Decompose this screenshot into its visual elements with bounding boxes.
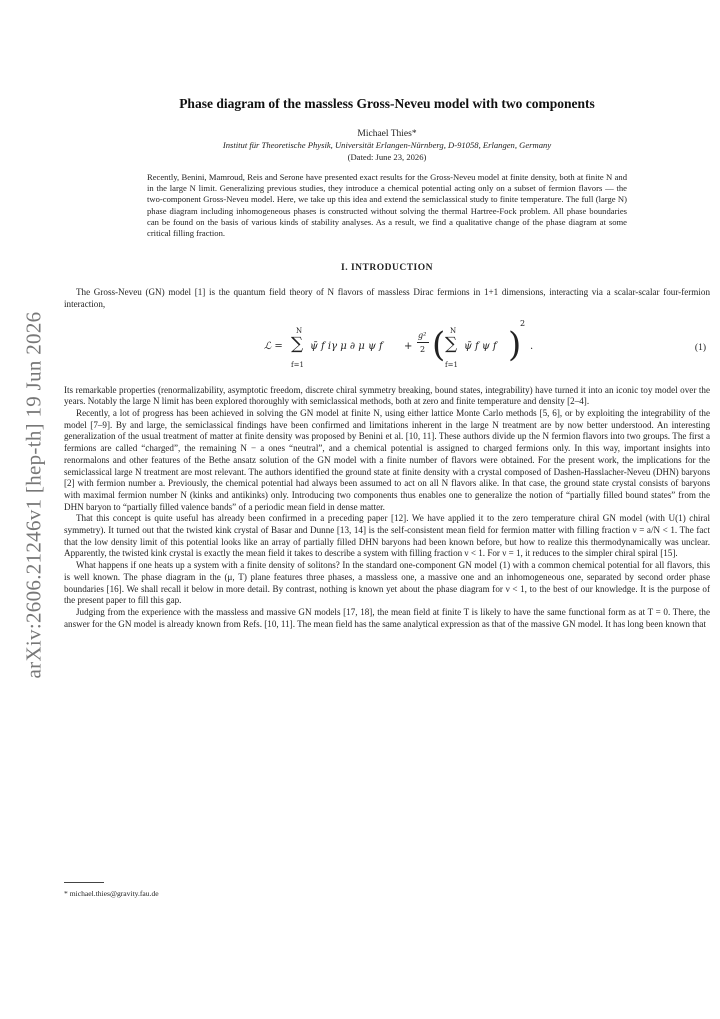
eq-paren-right: ): [508, 324, 522, 365]
intro-paragraph-4: That this concept is quite useful has already been confirmed in a preceding paper [12]. We have applied it to the zero temperature chiral GN model (with U(1) chiral symmetry). It turned out that the twisted kink crystal of Basar and Dunne [13, 14] is the self-consistent mean field for fermion matter with filling fraction ν = a/N < 1. The fact that the low density limit of this potential looks like an array of partially filled DHN baryons had been known before, but how to realize this thermodynamically was unclear. Apparently, the twisted kink crystal is exactly the mean field it takes to describe a system with filling fraction ν < 1. For ν = 1, it reduces to the simpler chiral spiral [15].: [64, 513, 710, 559]
paper-date: (Dated: June 23, 2026): [347, 152, 427, 162]
intro-paragraph-5: What happens if one heats up a system with a finite density of solitons? In the standard one-component GN model (1) with a common chemical potential for all flavors, this is well known. The phase diagram in the (μ, T) plane features three phases, a massless one, a massive one and an inhomogeneous one, separated by second order phase boundaries [16]. We shall recall it below in more detail. By contrast, nothing is known yet about the phase diagram for ν < 1, to the best of our knowledge. It is the purpose of the present paper to fill this gap.: [64, 560, 710, 606]
eq-sum2-symbol: ∑: [445, 333, 458, 354]
eq-period: .: [530, 340, 534, 352]
eq-plus: +: [404, 340, 413, 352]
intro-paragraph-1: The Gross-Neveu (GN) model [1] is the quantum field theory of N flavors of massless Dirac fermions in 1+1 dimensions, interacting via a scalar-scalar four-fermion interaction,: [64, 287, 710, 309]
intro-paragraph-6: Judging from the experience with the massless and massive GN models [17, 18], the mean field at finite T is likely to have the same functional form as at T = 0. There, the answer for the GN model is already known from Refs. [10, 11]. The mean field has the same analytical expression as that of the massive GN model. It has long been known that: [64, 606, 710, 629]
paper-title: Phase diagram of the massless Gross-Neveu model with two components: [179, 96, 595, 111]
footnote-rule: [64, 882, 104, 883]
arxiv-sidebar: [14, 295, 54, 695]
eq-kinetic-term: ψ̄ f iγ μ ∂ μ ψ f: [310, 340, 383, 352]
author-affiliation: Institut für Theoretische Physik, Universität Erlangen-Nürnberg, D-91058, Erlangen, Germany: [222, 140, 552, 150]
eq-sum1-bottom: f=1: [291, 360, 304, 369]
author-name: Michael Thies*: [357, 129, 417, 139]
eq-sum1-top: N: [296, 326, 303, 335]
eq-sum1-symbol: ∑: [291, 333, 304, 354]
equation-lagrangian: [64, 317, 710, 379]
eq-coupling-den: 2: [420, 344, 426, 354]
eq-sum2-top: N: [450, 326, 457, 335]
paper-page: [64, 96, 710, 630]
eq-power: 2: [520, 318, 526, 328]
eq-fraction-bar: [417, 342, 429, 343]
abstract: Recently, Benini, Mamroud, Reis and Serone have presented exact results for the Gross-Neveu model at finite density, both at finite N and in the large N limit. Generalizing previous studies, they introduce a chemical potential acting only on a subset of fermion flavors — the two-component Gross-Neveu model. Here, we take up this idea and extend the semiclassical study to finite temperature. The full (large N) phase diagram including inhomogeneous phases is constructed without solving the thermal Hartree-Fock problem. All phase boundaries can be found on the basis of various kinds of stability analyses. As a result, we find a qualitative change of the phase diagram at some critical filling fraction.: [147, 172, 627, 239]
section-heading-introduction: I. INTRODUCTION: [341, 263, 433, 274]
eq-interaction-term: ψ̄ f ψ f: [464, 340, 497, 352]
arxiv-identifier: arXiv:2606.21246v1 [hep-th] 19 Jun 2026: [21, 311, 46, 679]
eq-coupling-num: g²: [418, 330, 427, 340]
equation-number: (1): [694, 342, 706, 353]
footnote-email: * michael.thies@gravity.fau.de: [64, 889, 159, 898]
eq-lhs: ℒ =: [264, 340, 283, 352]
intro-paragraph-2: Its remarkable properties (renormalizability, asymptotic freedom, discrete chiral symmetry breaking, bound states, integrability) have turned it into an iconic toy model over the years. Notably the large N limit has been explored thoroughly with semiclassical methods, both at zero and finite temperature and density [2–4].: [64, 384, 710, 407]
eq-paren-left: (: [432, 324, 446, 365]
intro-paragraph-3: Recently, a lot of progress has been achieved in solving the GN model at finite N, using either lattice Monte Carlo methods [5, 6], or by exploiting the integrability of the model [7–9]. By and large, the semiclassical findings have been confirmed and limitations inherent in the large N treatment are by now better understood. An interesting generalization of the usual treatment of matter at finite density was proposed by Benini et al. [10, 11]. These authors divide up the N fermion flavors into two groups. The first a fermions are called “charged”, the remaining N − a ones “neutral”, and a chemical potential is assigned to charged fermions only. In this way, important insights into renormalons and other features of the Bethe ansatz solution of the GN model with a finite number of flavors were obtained. For the present work, the implications for the semiclassical large N treatment are most relevant. The authors identified the ground state at finite density with a crystal composed of Dashen-Hasslacher-Neveu (DHN) baryons [2] with fermion number a. Previously, the chemical potential had always been assumed to act on all N flavors alike. In that case, the ground state crystal consists of baryons with maximal fermion number N (kinks and antikinks) only. Introducing two components thus enables one to generalize the notion of “partially filled bound states” from the DHN baryon to “partially filled valence bands” of a periodic mean field in dense matter.: [64, 408, 710, 512]
eq-sum2-bottom: f=1: [445, 360, 458, 369]
